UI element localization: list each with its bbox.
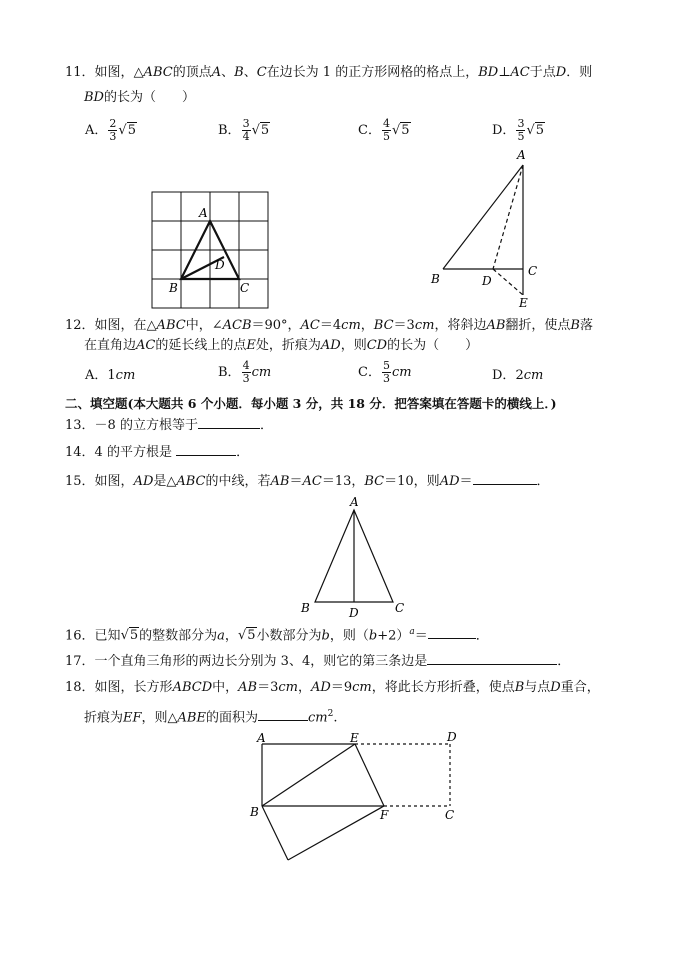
q12-line1: 12．如图，在△ABC中，∠ACB＝90°，AC＝4cm，BC＝3cm，将斜边AB翻折，使点B落 (65, 318, 593, 333)
q11-option-b[interactable]: B． $\frac{3}{4}$ √5 (218, 117, 270, 143)
q17: 17．一个直角三角形的两边长分别为 3、4，则它的第三条边是 ． (65, 654, 571, 669)
q15-figure (298, 494, 413, 619)
q16: 16．已知√5的整数部分为a，√5小数部分为b，则$(b+2)^a=$ ． (65, 627, 489, 644)
q11-grid-figure (140, 185, 280, 310)
q11-option-c[interactable]: C． $\frac{4}{5}$ √5 (358, 117, 410, 143)
q18-answer-blank[interactable] (258, 708, 308, 721)
q18-label-c: C (445, 808, 455, 822)
q18-figure (250, 728, 465, 868)
q18-line2: 折痕为EF，则△ABE的面积为 $cm^2$. (84, 709, 338, 726)
q11-line1: 11．如图，△ABC的顶点A、B、C在边长为 1 的正方形网格的格点上，BD⊥AC于点D．则 (65, 65, 593, 80)
q12-label-b: B (431, 272, 440, 286)
q15-label-a: A (350, 495, 359, 509)
q18-label-d: D (447, 730, 457, 744)
q14-answer-blank[interactable] (176, 443, 236, 456)
q12-label-a: A (517, 148, 526, 162)
q13-answer-blank[interactable] (198, 416, 260, 429)
q16-answer-blank[interactable] (428, 626, 476, 639)
q15: 15．如图，AD是△ABC的中线，若AB＝AC＝13，BC＝10，则AD＝ ． (65, 474, 550, 489)
q11-grid-label-c: C (240, 281, 250, 295)
q18-label-e: E (350, 731, 359, 745)
q12-fold-figure (425, 145, 545, 310)
q12-option-b[interactable]: B． $\frac{4}{3}$ cm (218, 359, 272, 385)
q12-label-c: C (528, 264, 538, 278)
q12-option-d[interactable]: D．2cm (492, 368, 544, 383)
q12-option-a[interactable]: A．1cm (85, 368, 136, 383)
q11-line2: BD的长为（ ） (84, 90, 195, 105)
q17-answer-blank[interactable] (427, 652, 557, 665)
q18-line1: 18．如图，长方形ABCD中，AB＝3cm，AD＝9cm，将此长方形折叠，使点B与点D重合， (65, 680, 600, 695)
q11-option-d[interactable]: D． $\frac{3}{5}$ √5 (492, 117, 545, 143)
q12-label-e: E (519, 296, 528, 310)
q11-grid-label-d: D (215, 258, 225, 272)
q12-option-c[interactable]: C． $\frac{5}{3}$ cm (358, 359, 412, 385)
q11-grid-label-a: A (199, 206, 208, 220)
q13: 13．－8 的立方根等于 ． (65, 418, 273, 433)
q11-grid-label-b: B (169, 281, 178, 295)
q15-label-d: D (349, 606, 359, 620)
q15-label-c: C (395, 601, 405, 615)
q15-answer-blank[interactable] (473, 472, 537, 485)
q15-label-b: B (301, 601, 310, 615)
q18-label-b: B (250, 805, 259, 819)
q18-label-a: A (257, 731, 266, 745)
q12-line2: 在直角边AC的延长线上的点E处，折痕为AD，则CD的长为（ ） (84, 338, 479, 353)
q14: 14．4 的平方根是 ． (65, 445, 250, 460)
section2-title: 二、填空题(本大题共 6 个小题．每小题 3 分，共 18 分．把答案填在答题卡的横线上．) (65, 396, 557, 411)
q12-label-d: D (482, 274, 492, 288)
q11-option-a[interactable]: A． $\frac{2}{3}$ √5 (85, 117, 136, 143)
q18-label-f: F (380, 808, 389, 822)
